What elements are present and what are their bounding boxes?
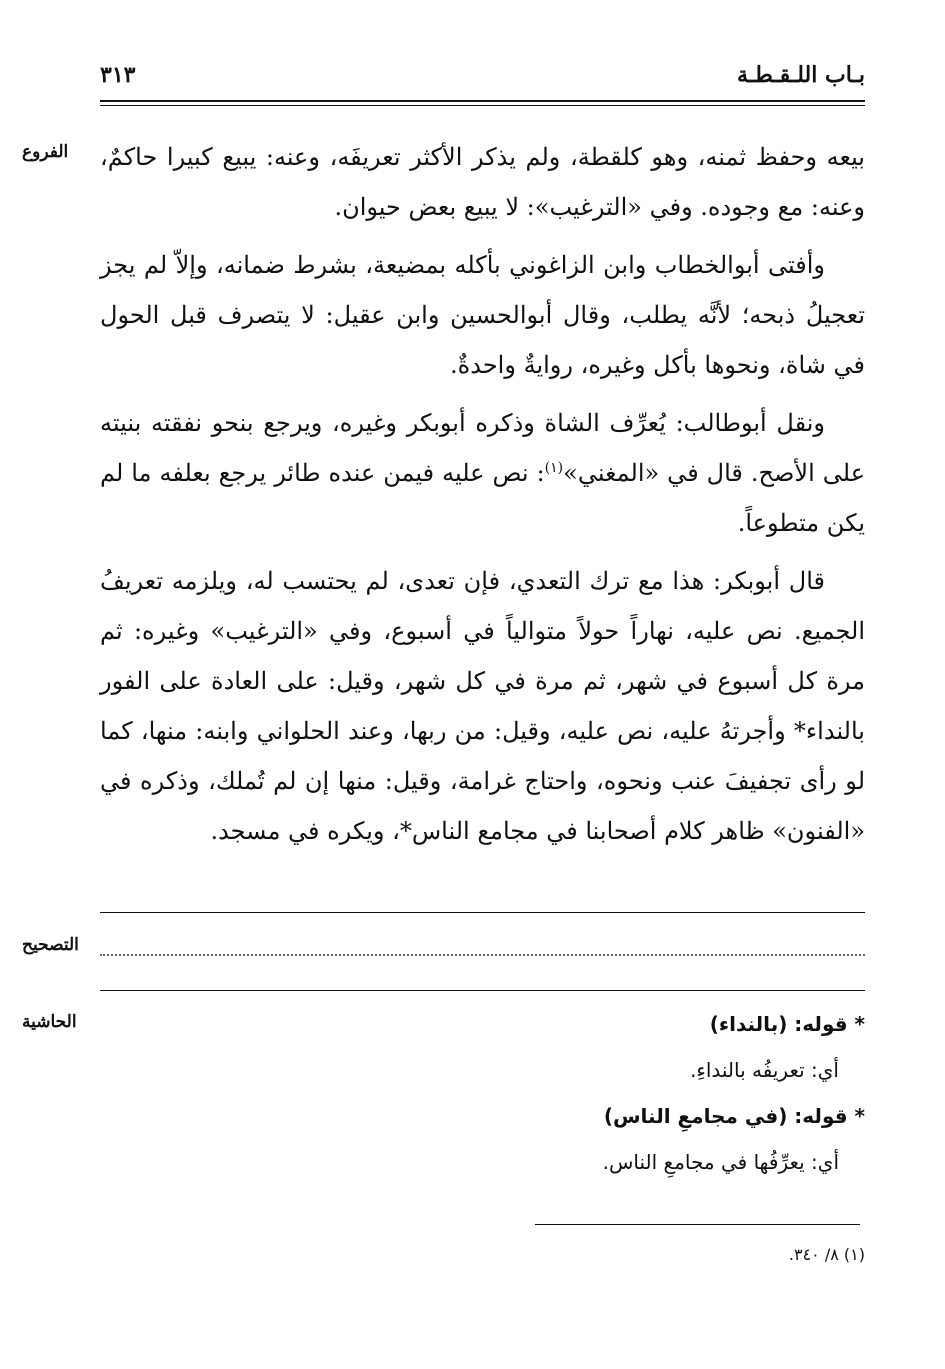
paragraph-2: وأفتى أبوالخطاب وابن الزاغوني بأكله بمضيعة، بشرط ضمانه، وإلاّ لم يجز تعجيلُ ذبحه؛ لأنَّه يطلب، وقال أبوالحسين وابن عقيل: لا يتصرف قبل الحول في شاة، ونحوها بأكل وغيره، روايةٌ واحدةٌ. <box>100 251 865 379</box>
paragraph-3 <box>100 398 865 548</box>
paragraph-4: قال أبوبكر: هذا مع ترك التعدي، فإن تعدى، لم يحتسب له، ويلزمه تعريفُ الجميع. نص عليه، نهاراً حولاً متوالياً في أسبوع، وفي «الترغيب» وغيره: ثم مرة كل أسبوع في شهر، ثم مرة في كل شهر، وقيل: على العادة على الفور بالنداء* وأجرتهُ عليه، نص عليه، وقيل: من ربها، وعند الحلواني وابنه: منها، كما لو رأى تجفيفَ عنب ونحوه، واحتاج غرامة، وقيل: منها إن لم تُملك، وذكره في «الفنون» ظاهر كلام أصحابنا في مجامع الناس*، ويكره في مسجد. <box>100 567 866 845</box>
paragraph-3-part-a: ونقل أبوطالب: يُعرِّف الشاة وذكره أبوبكر وغيره، ويرجع بنحو نفقته بنيته على الأصح. قال في «المغني» <box>100 409 866 487</box>
main-text <box>100 132 865 864</box>
tashih-top-rule <box>100 912 865 913</box>
tashih-dotted-line <box>100 954 865 956</box>
side-label-tashih: التصحيح <box>22 935 79 955</box>
footnote-rule <box>535 1224 860 1225</box>
footnote-marker: (١) <box>544 460 564 476</box>
paragraph-1: بيعه وحفظ ثمنه، وهو كلقطة، ولم يذكر الأكثر تعريفَه، وعنه: يبيع كبيرا حاكمٌ، وعنه: مع وجوده. وفي «الترغيب»: لا يبيع بعض حيوان. <box>100 143 865 221</box>
tashih-bottom-rule <box>100 990 865 991</box>
page-header-title: بـاب اللـقـطـة <box>736 62 865 88</box>
side-label-furu: الفروع <box>22 142 69 162</box>
hashia-question-1: * قوله: (بالنداء) <box>709 1012 865 1036</box>
header-rule <box>100 100 865 106</box>
page-number: ٣١٣ <box>100 62 136 88</box>
hashia-answer-1: أي: تعريفُه بالنداءِ. <box>690 1058 839 1082</box>
side-label-hashia: الحاشية <box>22 1012 77 1032</box>
paragraph-3-part-b: : نص عليه فيمن عنده طائر يرجع بعلفه ما لم يكن متطوعاً. <box>100 459 865 537</box>
footnote-text: (١) ٨/ ٣٤٠. <box>788 1245 865 1264</box>
hashia-answer-2: أي: يعرِّفُها في مجامعِ الناس. <box>602 1150 839 1174</box>
hashia-notes <box>100 1012 865 1196</box>
hashia-question-2: * قوله: (في مجامعِ الناس) <box>603 1104 865 1128</box>
